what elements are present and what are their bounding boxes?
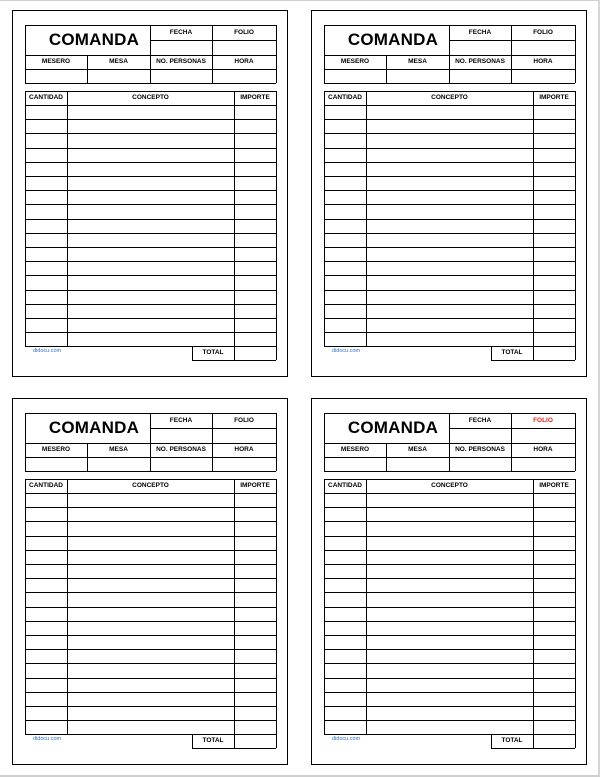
table-row-rule xyxy=(324,290,575,291)
fecha-folio-label-rule xyxy=(449,40,575,41)
personas-label: NO. PERSONAS xyxy=(455,446,505,453)
table-row-rule xyxy=(324,190,575,191)
table-row-rule xyxy=(25,734,276,735)
table-row-rule xyxy=(25,720,276,721)
header-bottom-border xyxy=(25,471,276,472)
table-row-rule xyxy=(25,190,276,191)
fecha-label: FECHA xyxy=(169,29,193,36)
footer-site-text: didocu.com xyxy=(332,348,361,354)
header-bottom-border xyxy=(25,83,276,84)
table-row-rule xyxy=(25,148,276,149)
table-row-rule xyxy=(25,261,276,262)
table-header-rule xyxy=(25,493,276,494)
concepto-importe-divider xyxy=(234,91,235,360)
cantidad-concepto-divider xyxy=(67,91,68,346)
table-row-rule xyxy=(25,162,276,163)
order-ticket-3 xyxy=(12,398,288,765)
table-top-border xyxy=(25,91,276,92)
table-row-rule xyxy=(25,304,276,305)
cantidad-header: CANTIDAD xyxy=(29,94,63,101)
total-label: TOTAL xyxy=(202,349,224,356)
table-row-rule xyxy=(324,607,575,608)
table-row-rule xyxy=(324,550,575,551)
table-row-rule xyxy=(25,247,276,248)
importe-header: IMPORTE xyxy=(240,482,270,489)
concepto-importe-divider xyxy=(533,91,534,360)
table-row-rule xyxy=(25,204,276,205)
table-row-rule xyxy=(324,133,575,134)
table-row-rule xyxy=(324,720,575,721)
table-row-rule xyxy=(324,536,575,537)
table-row-rule xyxy=(324,275,575,276)
concepto-header: CONCEPTO xyxy=(431,94,468,101)
table-row-rule xyxy=(324,346,575,347)
order-ticket-1 xyxy=(12,10,288,377)
total-bottom-border xyxy=(192,360,276,361)
personas-label: NO. PERSONAS xyxy=(455,58,505,65)
hora-label: HORA xyxy=(234,446,254,453)
table-row-rule xyxy=(25,332,276,333)
table-row-rule xyxy=(25,649,276,650)
importe-header: IMPORTE xyxy=(240,94,270,101)
page-top-edge xyxy=(0,0,600,1)
table-row-rule xyxy=(324,318,575,319)
table-row-rule xyxy=(324,734,575,735)
table-row-rule xyxy=(324,176,575,177)
total-label: TOTAL xyxy=(501,349,523,356)
table-row-rule xyxy=(324,247,575,248)
table-left-border xyxy=(25,91,26,346)
table-header-rule xyxy=(25,105,276,106)
table-row-rule xyxy=(324,304,575,305)
table-row-rule xyxy=(25,692,276,693)
table-row-rule xyxy=(25,521,276,522)
concepto-importe-divider xyxy=(234,479,235,748)
total-label: TOTAL xyxy=(202,737,224,744)
cantidad-concepto-divider xyxy=(366,479,367,734)
table-right-border xyxy=(276,479,277,748)
table-row-rule xyxy=(324,706,575,707)
table-row-rule xyxy=(324,148,575,149)
total-bottom-border xyxy=(192,748,276,749)
table-row-rule xyxy=(25,507,276,508)
table-right-border xyxy=(276,91,277,360)
table-row-rule xyxy=(324,564,575,565)
table-row-rule xyxy=(324,649,575,650)
table-row-rule xyxy=(25,176,276,177)
table-left-border xyxy=(324,479,325,734)
fecha-folio-label-rule xyxy=(150,428,276,429)
table-row-rule xyxy=(25,275,276,276)
table-left-border xyxy=(324,91,325,346)
concepto-importe-divider xyxy=(533,479,534,748)
mesa-label: MESA xyxy=(408,58,427,65)
table-row-rule xyxy=(324,521,575,522)
table-row-rule xyxy=(324,233,575,234)
table-row-rule xyxy=(25,621,276,622)
folio-label: FOLIO xyxy=(533,417,553,424)
header-right-border xyxy=(575,413,576,471)
header-bottom-border xyxy=(324,83,575,84)
hora-label: HORA xyxy=(533,58,553,65)
folio-label: FOLIO xyxy=(234,417,254,424)
table-row-rule xyxy=(25,346,276,347)
table-row-rule xyxy=(324,578,575,579)
table-top-border xyxy=(324,479,575,480)
table-left-border xyxy=(25,479,26,734)
table-row-rule xyxy=(25,219,276,220)
header-right-border xyxy=(575,25,576,83)
table-row-rule xyxy=(324,621,575,622)
table-row-rule xyxy=(25,233,276,234)
cantidad-concepto-divider xyxy=(366,91,367,346)
document-title: COMANDA xyxy=(48,30,140,49)
mesero-label: MESERO xyxy=(340,446,370,453)
personas-label: NO. PERSONAS xyxy=(156,58,206,65)
cantidad-header: CANTIDAD xyxy=(328,94,362,101)
total-bottom-border xyxy=(491,360,575,361)
cantidad-header: CANTIDAD xyxy=(29,482,63,489)
table-top-border xyxy=(25,479,276,480)
table-row-rule xyxy=(25,550,276,551)
footer-site-text: didocu.com xyxy=(33,736,62,742)
table-header-rule xyxy=(324,493,575,494)
footer-site-text: didocu.com xyxy=(332,736,361,742)
mesero-label: MESERO xyxy=(340,58,370,65)
concepto-header: CONCEPTO xyxy=(431,482,468,489)
fecha-label: FECHA xyxy=(169,417,193,424)
table-row-rule xyxy=(25,635,276,636)
importe-header: IMPORTE xyxy=(539,482,569,489)
table-top-border xyxy=(324,91,575,92)
header-right-border xyxy=(276,413,277,471)
table-row-rule xyxy=(324,663,575,664)
table-row-rule xyxy=(25,578,276,579)
fecha-folio-label-rule xyxy=(150,40,276,41)
table-row-rule xyxy=(25,119,276,120)
fecha-folio-label-rule xyxy=(449,428,575,429)
footer-site-text: didocu.com xyxy=(33,348,62,354)
table-row-rule xyxy=(25,564,276,565)
table-row-rule xyxy=(25,592,276,593)
table-row-rule xyxy=(324,204,575,205)
concepto-header: CONCEPTO xyxy=(132,94,169,101)
table-row-rule xyxy=(25,663,276,664)
table-header-rule xyxy=(324,105,575,106)
table-row-rule xyxy=(324,219,575,220)
table-right-border xyxy=(575,91,576,360)
hora-label: HORA xyxy=(234,58,254,65)
table-row-rule xyxy=(324,119,575,120)
table-row-rule xyxy=(324,507,575,508)
importe-header: IMPORTE xyxy=(539,94,569,101)
table-row-rule xyxy=(25,290,276,291)
table-right-border xyxy=(575,479,576,748)
table-row-rule xyxy=(25,607,276,608)
mesa-label: MESA xyxy=(109,446,128,453)
total-bottom-border xyxy=(491,748,575,749)
personas-label: NO. PERSONAS xyxy=(156,446,206,453)
folio-label: FOLIO xyxy=(234,29,254,36)
cantidad-concepto-divider xyxy=(67,479,68,734)
document-title: COMANDA xyxy=(48,418,140,437)
table-row-rule xyxy=(25,678,276,679)
document-title: COMANDA xyxy=(347,30,439,49)
mesero-label: MESERO xyxy=(41,446,71,453)
mesero-label: MESERO xyxy=(41,58,71,65)
table-row-rule xyxy=(25,318,276,319)
table-row-rule xyxy=(324,678,575,679)
cantidad-header: CANTIDAD xyxy=(328,482,362,489)
hora-label: HORA xyxy=(533,446,553,453)
folio-label: FOLIO xyxy=(533,29,553,36)
table-row-rule xyxy=(324,692,575,693)
table-row-rule xyxy=(324,332,575,333)
order-ticket-4 xyxy=(311,398,587,765)
mesa-label: MESA xyxy=(109,58,128,65)
table-row-rule xyxy=(324,261,575,262)
mesa-label: MESA xyxy=(408,446,427,453)
table-row-rule xyxy=(25,133,276,134)
fecha-label: FECHA xyxy=(468,417,492,424)
table-row-rule xyxy=(25,706,276,707)
total-label: TOTAL xyxy=(501,737,523,744)
document-title: COMANDA xyxy=(347,418,439,437)
concepto-header: CONCEPTO xyxy=(132,482,169,489)
header-right-border xyxy=(276,25,277,83)
table-row-rule xyxy=(25,536,276,537)
table-row-rule xyxy=(324,635,575,636)
header-bottom-border xyxy=(324,471,575,472)
table-row-rule xyxy=(324,162,575,163)
order-ticket-2 xyxy=(311,10,587,377)
table-row-rule xyxy=(324,592,575,593)
fecha-label: FECHA xyxy=(468,29,492,36)
